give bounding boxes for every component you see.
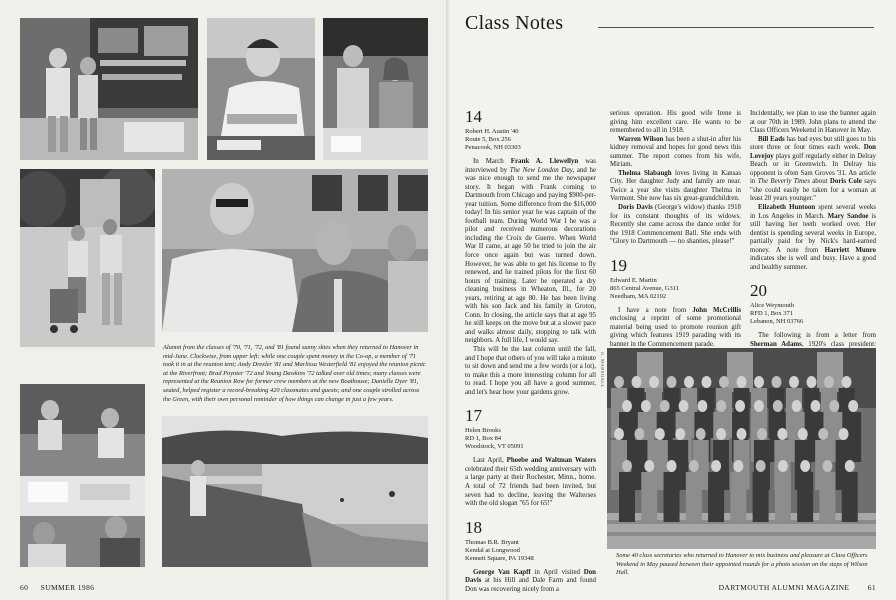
left-folio	[20, 583, 94, 592]
class-14-heading: 14	[465, 107, 482, 126]
reunion-tent-photo	[207, 18, 315, 160]
class-17-note: Last April, Phoebe and Waltman Waters celebrated their 65th wedding anniversary with a large party at their Rochester, Minn., home. A total of 72 friends had been invited, but seven had to decline, leaving the Walterses with the old slogan "65 for 65!"	[465, 457, 596, 508]
class-17-heading: 17	[465, 406, 482, 426]
right-folio-number: 61	[867, 583, 876, 592]
right-folio-magazine: DARTMOUTH ALUMNI MAGAZINE	[718, 583, 850, 592]
class-14-note: In March Frank A. Llewellyn was interviewed by The New London Day, and he was nice enough to send me the newspaper story. It began with Frank coming to Dartmouth from Chicago and paying $900-per-year tuition. Some difference from the $16,000 today! In his senior year he was captain of the football team. During World War I he was a pilot and received numerous decorations including the Croix de Guerre. When World War II came, at age 50 he tried to join the air force once again but was turned down. However, he was able to get his license to fly renewed, and he trained pilots for the first 60 hours of training. Later he operated a dry cleaning business in Wheaton, Ill., for 20 years, retiring at age 80. He has been living with his son Jack and his family in Groton, Conn. In closing, the article says that at age 95 he still keeps on the move but at a slower pace and walks almost daily, stopping to talk with neighbors. A full life, I would say.	[465, 158, 596, 345]
notes-column-1	[465, 106, 596, 594]
notes-column-3	[750, 110, 876, 358]
class-14-closing: This will be the last column until the fall, and I hope that others of you will take a minute to sit down and send me a few words (or a lot), to make this a more interesting column for all to read. I hope you all have a good summer, and let's hear how your gardens grow.	[465, 346, 596, 396]
class-of-72-men-photo	[162, 169, 428, 332]
title-rule	[598, 27, 874, 28]
page-gutter	[446, 0, 450, 600]
class-19-huntoon-note: Elizabeth Huntoon spent several weeks in Los Angeles in March. Mary Sandoe is still having her teeth worked over. Her dentist is spending several weeks in Europe, partially paid for by Nick's hard-earned money. A note from Harriett Munro indicates she is well and busy. Have a good and healthy summer.	[750, 204, 876, 271]
class-19-secretary: Edward E. Martin 865 Central Avenue, G311 Needham, MA 02192	[610, 276, 679, 300]
class-18-note-cont: serious operation. His good wife Irene is giving him excellent care. He wants to be remembered to all in 1918.	[610, 110, 741, 135]
couple-with-stroller-photo	[20, 169, 155, 347]
class-17-secretary: Helen Brooks RD 1, Box 84 Woodstock, VT 05091	[465, 427, 524, 451]
left-folio-issue: SUMMER 1986	[40, 583, 95, 592]
class-19-note: I have a note from John McCrillis enclosing a reprint of some promotional material being used to promote reunion gift giving which features 1919 parading with its banner in the Commencement parade.	[610, 306, 741, 348]
class-19-heading: 19	[610, 255, 627, 275]
notes-column-2	[610, 110, 741, 349]
class-18-note: George Van Kapff in April visited Don Davis at his Hill and Dale Farm and found Don was recovering nicely from a	[465, 568, 597, 593]
page-title: Class Notes	[465, 12, 564, 34]
group-photo-caption: Some 40 class secretaries who returned to Hanover to mix business and pleasure at Class Officers Weekend in May paused between their appointed rounds for a photo session on the steps of Wilson Hall.	[616, 552, 868, 577]
registration-table-photo	[20, 384, 145, 567]
left-photo-caption: Alumni from the classes of '70, '71, '72, and '81 found sunny skies when they returned to Hanover in mid-June. Clockwise, from upper left: while one couple spent money in the Co-op, a member of '71 took it in at the reunion tent; Andy Drexler '81 and Marlissa Westerfield '81 enjoyed the reunion picnic at the Riverfront; Brad Poynter '72 and Young Dawkins '72 talked over old times; many classes were represented at the Reunion Row for former crew members at the new Boathouse; Danielle Dyer '81, seated, helped register a record-breaking 420 classmates and guests; and one couple strolled across the Green, with their own personal reminder of how things can change in just a few years.	[163, 344, 426, 403]
photo-credit: G. MARSHALL	[600, 352, 605, 388]
class-18-heading: 18	[465, 517, 482, 537]
class-18-slabaugh-note: Thelma Slabaugh loves living in Kansas City. Her daughter Judy and family are near. Twice a year she visits daughter Thelma in Vermont. She now has six great-grandchildren.	[610, 169, 742, 203]
class-18-davis-note: Doris Davis (George's widow) thanks 1918 for its constant thoughts of its widows. Recently she came across the dance order for the 1918 Commencement Ball. She ends with "Glory to Dartmouth — no shanties, please!"	[610, 204, 741, 246]
class-18-secretary: Thomas B.R. Bryant Kendal at Longwood Kennett Square, PA 19348	[465, 538, 534, 562]
coop-shopping-photo	[20, 18, 198, 160]
class-18-wilson-note: Warren Wilson has been a shut-in after his kidney removal and hopes for good news this summer. The report comes from his wife, Miriam.	[610, 135, 742, 169]
class-14-secretary: Robert H. Austin '40 Route 5, Box 256 Penacook, NH 03303	[465, 128, 521, 151]
class-20-secretary: Alice Weymouth RFD 1, Box 371 Lebanon, NH 03766	[750, 302, 804, 326]
class-20-note: The following is from a letter from Sherman Adams, 1920's class president:	[750, 332, 876, 348]
riverfront-picnic-photo	[162, 416, 428, 567]
class-20-heading: 20	[750, 281, 767, 301]
class-19-eads-note: Bill Eads has bad eyes but still goes to his store three or four times each week. Don Lovejoy plays golf regularly either in Delray Beach or in Greenwich. In Delray his opponent is often Sam Groves '31. An article in The Beverly Times about Doris Cole says "she could easily be taken for a woman at least 20 years younger."	[750, 135, 876, 203]
left-folio-number: 60	[20, 583, 29, 592]
class-officers-group-photo	[607, 348, 876, 549]
right-folio	[719, 583, 876, 592]
class-19-note-cont: Incidentally, we plan to use the banner again at our 70th in 1989. John plans to attend the Class Officers Weekend in Hanover in May.	[750, 110, 876, 135]
reunion-registration-photo	[323, 18, 428, 160]
